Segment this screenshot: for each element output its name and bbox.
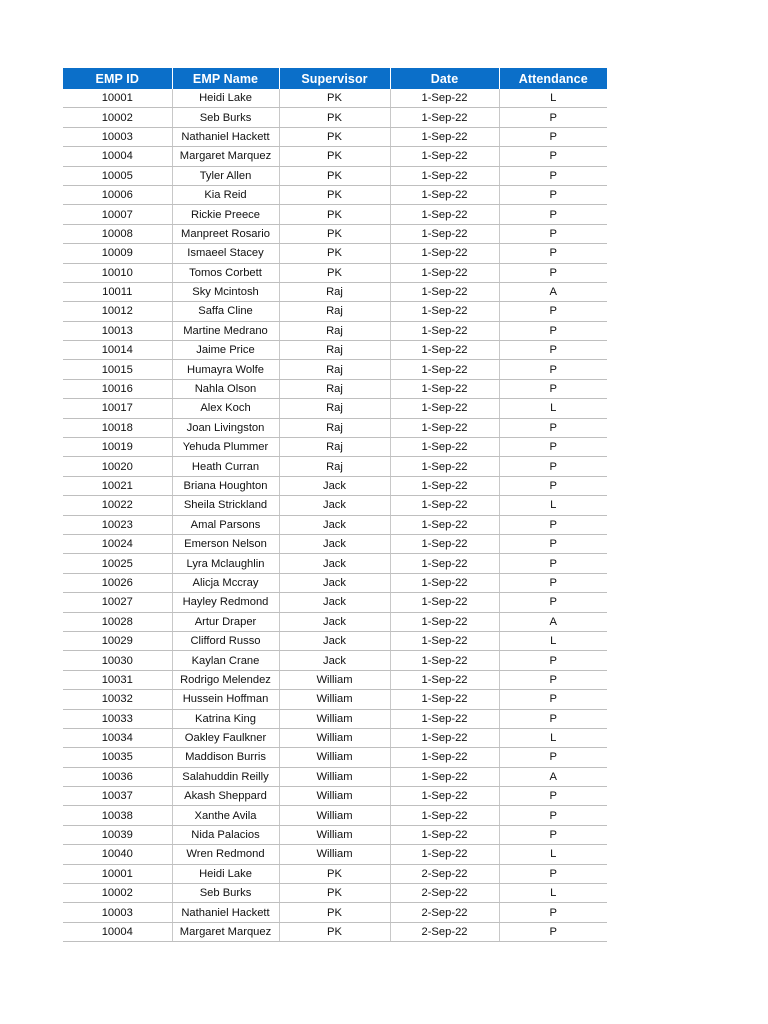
cell-date: 1-Sep-22 (390, 515, 499, 534)
cell-supervisor: William (279, 709, 390, 728)
cell-supervisor: Jack (279, 554, 390, 573)
table-row (63, 496, 607, 515)
cell-emp-id: 10026 (63, 573, 172, 592)
cell-emp-name: Seb Burks (172, 108, 279, 127)
cell-emp-name: Nida Palacios (172, 825, 279, 844)
header-emp-id: EMP ID (63, 68, 172, 89)
cell-attendance: P (499, 108, 607, 127)
cell-emp-name: Artur Draper (172, 612, 279, 631)
cell-emp-id: 10008 (63, 224, 172, 243)
cell-emp-id: 10002 (63, 884, 172, 903)
table-row (63, 108, 607, 127)
cell-attendance: P (499, 341, 607, 360)
cell-emp-name: Lyra Mclaughlin (172, 554, 279, 573)
cell-attendance: A (499, 282, 607, 301)
cell-date: 1-Sep-22 (390, 806, 499, 825)
cell-emp-id: 10030 (63, 651, 172, 670)
cell-attendance: P (499, 147, 607, 166)
cell-emp-name: Katrina King (172, 709, 279, 728)
table-row (63, 651, 607, 670)
cell-date: 1-Sep-22 (390, 670, 499, 689)
cell-date: 1-Sep-22 (390, 573, 499, 592)
cell-attendance: P (499, 166, 607, 185)
cell-emp-id: 10004 (63, 147, 172, 166)
cell-date: 1-Sep-22 (390, 379, 499, 398)
table-row (63, 244, 607, 263)
cell-date: 1-Sep-22 (390, 89, 499, 108)
cell-emp-name: Ismaeel Stacey (172, 244, 279, 263)
cell-emp-name: Salahuddin Reilly (172, 767, 279, 786)
cell-supervisor: William (279, 787, 390, 806)
cell-supervisor: William (279, 690, 390, 709)
cell-emp-id: 10007 (63, 205, 172, 224)
cell-attendance: L (499, 728, 607, 747)
cell-attendance: P (499, 476, 607, 495)
cell-date: 2-Sep-22 (390, 884, 499, 903)
cell-supervisor: Raj (279, 360, 390, 379)
cell-attendance: P (499, 438, 607, 457)
cell-emp-id: 10010 (63, 263, 172, 282)
table-row (63, 884, 607, 903)
cell-date: 1-Sep-22 (390, 341, 499, 360)
cell-emp-name: Sky Mcintosh (172, 282, 279, 301)
cell-attendance: P (499, 670, 607, 689)
cell-attendance: P (499, 573, 607, 592)
cell-supervisor: William (279, 767, 390, 786)
cell-supervisor: Jack (279, 631, 390, 650)
cell-supervisor: PK (279, 89, 390, 108)
cell-emp-id: 10019 (63, 438, 172, 457)
table-row (63, 438, 607, 457)
cell-date: 1-Sep-22 (390, 593, 499, 612)
table-row (63, 593, 607, 612)
cell-supervisor: PK (279, 205, 390, 224)
cell-supervisor: Jack (279, 573, 390, 592)
table-row (63, 360, 607, 379)
cell-emp-name: Kaylan Crane (172, 651, 279, 670)
cell-emp-id: 10016 (63, 379, 172, 398)
table-row (63, 127, 607, 146)
table-row (63, 89, 607, 108)
cell-attendance: P (499, 825, 607, 844)
table-row (63, 922, 607, 941)
cell-attendance: P (499, 864, 607, 883)
cell-emp-name: Margaret Marquez (172, 922, 279, 941)
cell-date: 1-Sep-22 (390, 534, 499, 553)
attendance-sheet (63, 68, 607, 942)
table-row (63, 418, 607, 437)
cell-emp-id: 10006 (63, 185, 172, 204)
cell-emp-id: 10013 (63, 321, 172, 340)
cell-attendance: P (499, 379, 607, 398)
cell-emp-name: Heath Curran (172, 457, 279, 476)
cell-attendance: P (499, 360, 607, 379)
cell-supervisor: PK (279, 147, 390, 166)
cell-emp-id: 10011 (63, 282, 172, 301)
table-row (63, 282, 607, 301)
cell-supervisor: PK (279, 903, 390, 922)
cell-attendance: L (499, 884, 607, 903)
cell-emp-name: Heidi Lake (172, 864, 279, 883)
table-body (63, 89, 607, 942)
cell-attendance: A (499, 612, 607, 631)
cell-emp-name: Nahla Olson (172, 379, 279, 398)
table-row (63, 147, 607, 166)
cell-emp-name: Xanthe Avila (172, 806, 279, 825)
header-emp-name: EMP Name (172, 68, 279, 89)
cell-emp-id: 10001 (63, 89, 172, 108)
cell-emp-id: 10032 (63, 690, 172, 709)
cell-date: 1-Sep-22 (390, 612, 499, 631)
cell-emp-name: Akash Sheppard (172, 787, 279, 806)
cell-attendance: P (499, 457, 607, 476)
cell-date: 1-Sep-22 (390, 360, 499, 379)
cell-date: 2-Sep-22 (390, 864, 499, 883)
table-row (63, 263, 607, 282)
cell-date: 1-Sep-22 (390, 205, 499, 224)
cell-supervisor: William (279, 670, 390, 689)
cell-date: 1-Sep-22 (390, 321, 499, 340)
cell-emp-name: Briana Houghton (172, 476, 279, 495)
cell-supervisor: Raj (279, 321, 390, 340)
cell-attendance: P (499, 690, 607, 709)
cell-attendance: P (499, 903, 607, 922)
cell-emp-id: 10036 (63, 767, 172, 786)
cell-date: 1-Sep-22 (390, 845, 499, 864)
cell-date: 1-Sep-22 (390, 767, 499, 786)
cell-emp-name: Kia Reid (172, 185, 279, 204)
cell-date: 1-Sep-22 (390, 748, 499, 767)
cell-date: 1-Sep-22 (390, 709, 499, 728)
cell-date: 1-Sep-22 (390, 282, 499, 301)
cell-date: 1-Sep-22 (390, 147, 499, 166)
cell-supervisor: William (279, 748, 390, 767)
cell-attendance: L (499, 89, 607, 108)
table-row (63, 379, 607, 398)
cell-attendance: P (499, 127, 607, 146)
table-row (63, 166, 607, 185)
cell-attendance: P (499, 205, 607, 224)
cell-supervisor: Jack (279, 476, 390, 495)
cell-date: 1-Sep-22 (390, 127, 499, 146)
cell-supervisor: PK (279, 127, 390, 146)
header-supervisor: Supervisor (279, 68, 390, 89)
cell-emp-name: Saffa Cline (172, 302, 279, 321)
table-row (63, 670, 607, 689)
cell-emp-name: Margaret Marquez (172, 147, 279, 166)
cell-emp-name: Nathaniel Hackett (172, 127, 279, 146)
cell-date: 1-Sep-22 (390, 108, 499, 127)
cell-emp-id: 10028 (63, 612, 172, 631)
cell-supervisor: PK (279, 263, 390, 282)
cell-emp-id: 10021 (63, 476, 172, 495)
cell-emp-name: Alicja Mccray (172, 573, 279, 592)
cell-supervisor: Jack (279, 593, 390, 612)
table-row (63, 806, 607, 825)
cell-supervisor: PK (279, 922, 390, 941)
cell-emp-name: Emerson Nelson (172, 534, 279, 553)
cell-emp-name: Amal Parsons (172, 515, 279, 534)
cell-supervisor: PK (279, 244, 390, 263)
cell-date: 1-Sep-22 (390, 263, 499, 282)
cell-emp-id: 10001 (63, 864, 172, 883)
table-row (63, 205, 607, 224)
cell-emp-id: 10018 (63, 418, 172, 437)
cell-supervisor: PK (279, 884, 390, 903)
cell-attendance: P (499, 748, 607, 767)
cell-emp-id: 10022 (63, 496, 172, 515)
cell-attendance: P (499, 534, 607, 553)
cell-emp-id: 10035 (63, 748, 172, 767)
cell-emp-id: 10024 (63, 534, 172, 553)
cell-emp-id: 10027 (63, 593, 172, 612)
cell-supervisor: Raj (279, 399, 390, 418)
cell-emp-name: Manpreet Rosario (172, 224, 279, 243)
cell-date: 1-Sep-22 (390, 631, 499, 650)
cell-supervisor: Raj (279, 457, 390, 476)
cell-emp-name: Wren Redmond (172, 845, 279, 864)
cell-emp-name: Hayley Redmond (172, 593, 279, 612)
table-row (63, 825, 607, 844)
table-row (63, 787, 607, 806)
cell-attendance: P (499, 224, 607, 243)
cell-supervisor: Jack (279, 534, 390, 553)
cell-emp-id: 10031 (63, 670, 172, 689)
cell-supervisor: Jack (279, 496, 390, 515)
cell-emp-name: Maddison Burris (172, 748, 279, 767)
cell-date: 2-Sep-22 (390, 903, 499, 922)
cell-emp-name: Martine Medrano (172, 321, 279, 340)
cell-date: 1-Sep-22 (390, 438, 499, 457)
cell-emp-id: 10009 (63, 244, 172, 263)
cell-emp-name: Sheila Strickland (172, 496, 279, 515)
table-row (63, 748, 607, 767)
table-row (63, 573, 607, 592)
header-date: Date (390, 68, 499, 89)
cell-date: 2-Sep-22 (390, 922, 499, 941)
cell-supervisor: PK (279, 108, 390, 127)
cell-attendance: P (499, 651, 607, 670)
cell-date: 1-Sep-22 (390, 224, 499, 243)
attendance-table (63, 68, 607, 942)
table-row (63, 341, 607, 360)
cell-supervisor: PK (279, 224, 390, 243)
cell-attendance: P (499, 787, 607, 806)
cell-emp-name: Tomos Corbett (172, 263, 279, 282)
table-row (63, 709, 607, 728)
cell-attendance: P (499, 263, 607, 282)
cell-emp-id: 10037 (63, 787, 172, 806)
cell-supervisor: Jack (279, 651, 390, 670)
cell-date: 1-Sep-22 (390, 476, 499, 495)
cell-emp-id: 10003 (63, 903, 172, 922)
cell-emp-id: 10012 (63, 302, 172, 321)
cell-attendance: P (499, 554, 607, 573)
cell-emp-name: Heidi Lake (172, 89, 279, 108)
cell-supervisor: William (279, 728, 390, 747)
cell-emp-id: 10023 (63, 515, 172, 534)
cell-date: 1-Sep-22 (390, 787, 499, 806)
table-row (63, 612, 607, 631)
cell-emp-id: 10034 (63, 728, 172, 747)
cell-attendance: P (499, 922, 607, 941)
cell-supervisor: PK (279, 166, 390, 185)
cell-date: 1-Sep-22 (390, 418, 499, 437)
table-row (63, 554, 607, 573)
table-row (63, 399, 607, 418)
cell-emp-name: Joan Livingston (172, 418, 279, 437)
cell-supervisor: William (279, 806, 390, 825)
cell-emp-name: Tyler Allen (172, 166, 279, 185)
cell-attendance: P (499, 806, 607, 825)
cell-attendance: P (499, 244, 607, 263)
cell-supervisor: Raj (279, 341, 390, 360)
cell-attendance: L (499, 631, 607, 650)
table-row (63, 224, 607, 243)
cell-emp-name: Hussein Hoffman (172, 690, 279, 709)
cell-supervisor: William (279, 825, 390, 844)
cell-supervisor: William (279, 845, 390, 864)
table-row (63, 631, 607, 650)
cell-emp-name: Clifford Russo (172, 631, 279, 650)
table-row (63, 845, 607, 864)
cell-date: 1-Sep-22 (390, 651, 499, 670)
cell-attendance: P (499, 515, 607, 534)
cell-supervisor: Raj (279, 418, 390, 437)
cell-date: 1-Sep-22 (390, 690, 499, 709)
cell-emp-id: 10025 (63, 554, 172, 573)
cell-attendance: A (499, 767, 607, 786)
cell-emp-id: 10004 (63, 922, 172, 941)
table-row (63, 903, 607, 922)
cell-attendance: P (499, 709, 607, 728)
cell-date: 1-Sep-22 (390, 166, 499, 185)
cell-attendance: P (499, 593, 607, 612)
cell-emp-id: 10020 (63, 457, 172, 476)
cell-supervisor: Raj (279, 302, 390, 321)
cell-date: 1-Sep-22 (390, 302, 499, 321)
cell-date: 1-Sep-22 (390, 457, 499, 476)
cell-date: 1-Sep-22 (390, 825, 499, 844)
cell-attendance: L (499, 845, 607, 864)
cell-supervisor: Jack (279, 612, 390, 631)
cell-emp-name: Nathaniel Hackett (172, 903, 279, 922)
cell-emp-name: Humayra Wolfe (172, 360, 279, 379)
cell-emp-name: Oakley Faulkner (172, 728, 279, 747)
table-row (63, 457, 607, 476)
cell-attendance: L (499, 496, 607, 515)
table-row (63, 476, 607, 495)
cell-emp-id: 10029 (63, 631, 172, 650)
cell-emp-id: 10017 (63, 399, 172, 418)
cell-supervisor: Raj (279, 379, 390, 398)
header-row (63, 68, 607, 89)
cell-emp-name: Rodrigo Melendez (172, 670, 279, 689)
table-row (63, 302, 607, 321)
table-row (63, 534, 607, 553)
cell-emp-id: 10038 (63, 806, 172, 825)
cell-supervisor: Raj (279, 282, 390, 301)
cell-supervisor: PK (279, 864, 390, 883)
table-row (63, 728, 607, 747)
table-row (63, 321, 607, 340)
cell-emp-id: 10033 (63, 709, 172, 728)
cell-emp-name: Seb Burks (172, 884, 279, 903)
cell-date: 1-Sep-22 (390, 728, 499, 747)
cell-supervisor: Raj (279, 438, 390, 457)
cell-supervisor: Jack (279, 515, 390, 534)
cell-attendance: L (499, 399, 607, 418)
table-row (63, 767, 607, 786)
cell-emp-name: Yehuda Plummer (172, 438, 279, 457)
cell-emp-id: 10040 (63, 845, 172, 864)
cell-emp-id: 10003 (63, 127, 172, 146)
cell-emp-id: 10005 (63, 166, 172, 185)
cell-date: 1-Sep-22 (390, 399, 499, 418)
cell-emp-id: 10015 (63, 360, 172, 379)
cell-supervisor: PK (279, 185, 390, 204)
header-attendance: Attendance (499, 68, 607, 89)
cell-emp-id: 10002 (63, 108, 172, 127)
cell-date: 1-Sep-22 (390, 185, 499, 204)
cell-emp-name: Rickie Preece (172, 205, 279, 224)
cell-emp-id: 10039 (63, 825, 172, 844)
cell-attendance: P (499, 321, 607, 340)
cell-attendance: P (499, 418, 607, 437)
cell-emp-name: Alex Koch (172, 399, 279, 418)
cell-emp-id: 10014 (63, 341, 172, 360)
table-row (63, 690, 607, 709)
cell-attendance: P (499, 302, 607, 321)
cell-date: 1-Sep-22 (390, 496, 499, 515)
table-row (63, 185, 607, 204)
cell-emp-name: Jaime Price (172, 341, 279, 360)
table-row (63, 515, 607, 534)
cell-attendance: P (499, 185, 607, 204)
cell-date: 1-Sep-22 (390, 244, 499, 263)
table-header (63, 68, 607, 89)
table-row (63, 864, 607, 883)
cell-date: 1-Sep-22 (390, 554, 499, 573)
